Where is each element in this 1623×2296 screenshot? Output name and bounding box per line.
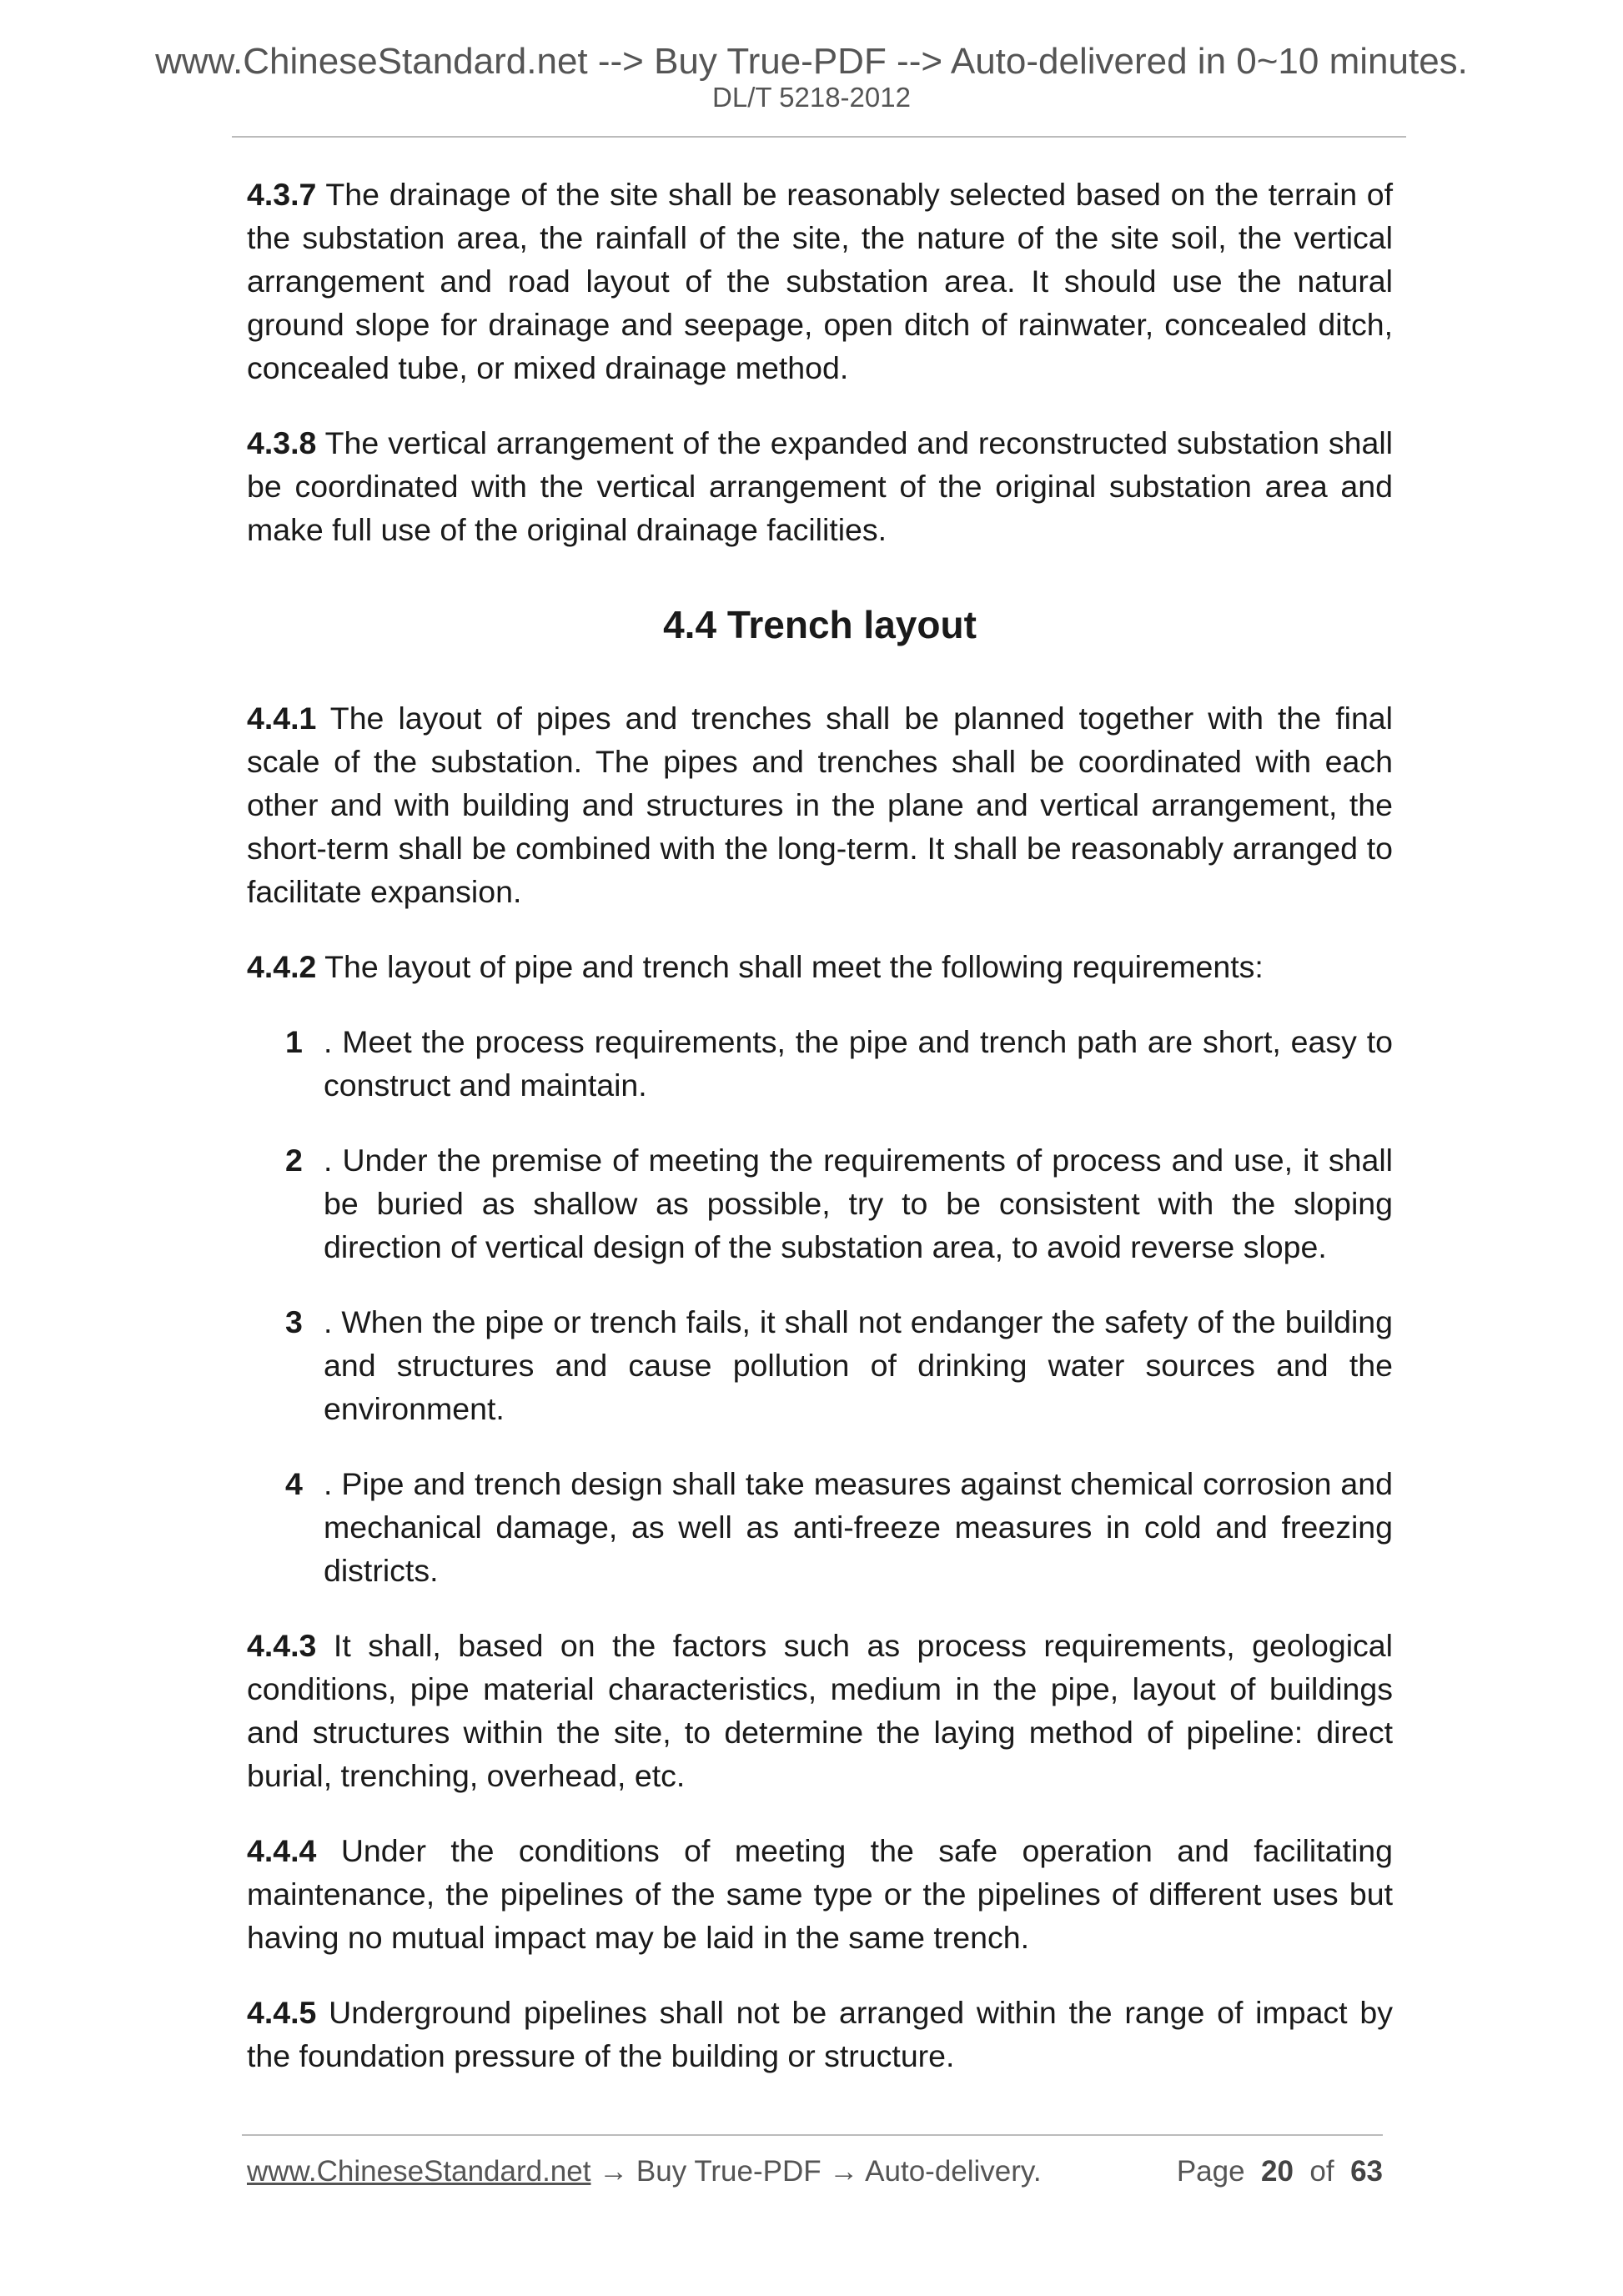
clause-text: Under the conditions of meeting the safe operation and facilitating maintenance, the pipelines of the same type or the pipelines of different uses but having no mutual impact may be laid in the same trench.	[247, 1833, 1393, 1955]
clause-4-4-1	[247, 696, 1393, 913]
list-item	[247, 1138, 1393, 1269]
list-item	[247, 1020, 1393, 1107]
clause-4-4-2	[247, 945, 1393, 988]
page-content	[247, 173, 1393, 2109]
list-item-text: . When the pipe or trench fails, it shall not endanger the safety of the building and structures and cause pollution of drinking water sources and the environment.	[324, 1304, 1393, 1426]
list-item	[247, 1300, 1393, 1430]
header-divider	[232, 136, 1406, 138]
footer-link[interactable]: www.ChineseStandard.net	[247, 2155, 591, 2188]
clause-4-4-5	[247, 1991, 1393, 2077]
section-heading: 4.4 Trench layout	[663, 603, 977, 646]
of-label: of	[1309, 2155, 1334, 2188]
clause-text: It shall, based on the factors such as process requirements, geological conditions, pipe material characteristics, medium in the pipe, layout of buildings and structures within the site, to determine the laying method of pipeline: direct burial, trenching, overhead, etc.	[247, 1628, 1393, 1793]
clause-4-3-7	[247, 173, 1393, 389]
list-item-text: . Meet the process requirements, the pipe and trench path are short, easy to construct and maintain.	[324, 1024, 1393, 1103]
header-banner: www.ChineseStandard.net --> Buy True-PDF --> Auto-delivered in 0~10 minutes.	[155, 41, 1468, 82]
clause-number: 4.3.7	[247, 177, 317, 212]
clause-number: 4.4.5	[247, 1995, 317, 2030]
clause-text: The vertical arrangement of the expanded and reconstructed substation shall be coordinated with the vertical arrangement of the original substation area and make full use of the original drainage facilities.	[247, 425, 1393, 547]
clause-number: 4.4.1	[247, 701, 317, 736]
clause-number: 4.4.4	[247, 1833, 317, 1868]
list-item-number: 3	[285, 1304, 303, 1339]
list-item-number: 2	[285, 1143, 303, 1178]
clause-number: 4.3.8	[247, 425, 317, 460]
footer-promo	[247, 2155, 1042, 2188]
list-item-number: 1	[285, 1024, 303, 1059]
footer-divider	[242, 2134, 1383, 2136]
page-label: Page	[1176, 2155, 1245, 2188]
clause-4-4-3	[247, 1624, 1393, 1797]
list-item-text: . Pipe and trench design shall take measures against chemical corrosion and mechanical damage, as well as anti-freeze measures in cold and freezing districts.	[324, 1466, 1393, 1588]
clause-number: 4.4.3	[247, 1628, 317, 1663]
page-total: 63	[1350, 2155, 1383, 2188]
list-item-text: . Under the premise of meeting the requirements of process and use, it shall be buried as shallow as possible, try to be consistent with the sloping direction of vertical design of the substation area, to avoid reverse slope.	[324, 1143, 1393, 1264]
clause-text: Underground pipelines shall not be arranged within the range of impact by the foundation pressure of the building or structure.	[247, 1995, 1393, 2073]
clause-number: 4.4.2	[247, 949, 317, 984]
clause-4-3-8	[247, 421, 1393, 551]
page-number: 20	[1261, 2155, 1294, 2188]
clause-4-4-4	[247, 1829, 1393, 1959]
page-footer	[247, 2155, 1383, 2197]
clause-text: The layout of pipes and trenches shall be planned together with the final scale of the substation. The pipes and trenches shall be coordinated with each other and with building and structures in the plane and vertical arrangement, the short-term shall be combined with the long-term. It shall be reasonably arranged to facilitate expansion.	[247, 701, 1393, 909]
footer-tail: → Buy True-PDF → Auto-delivery.	[590, 2155, 1042, 2188]
clause-text: The drainage of the site shall be reasonably selected based on the terrain of the substation area, the rainfall of the site, the nature of the site soil, the vertical arrangement and road layout of the substation area. It should use the natural ground slope for drainage and seepage, open ditch of rainwater, concealed ditch, concealed tube, or mixed drainage method.	[247, 177, 1393, 385]
list-item	[247, 1462, 1393, 1592]
page-indicator	[1177, 2155, 1383, 2188]
clause-text: The layout of pipe and trench shall meet the following requirements:	[316, 949, 1264, 984]
list-item-number: 4	[285, 1466, 303, 1501]
document-id: DL/T 5218-2012	[712, 82, 911, 113]
